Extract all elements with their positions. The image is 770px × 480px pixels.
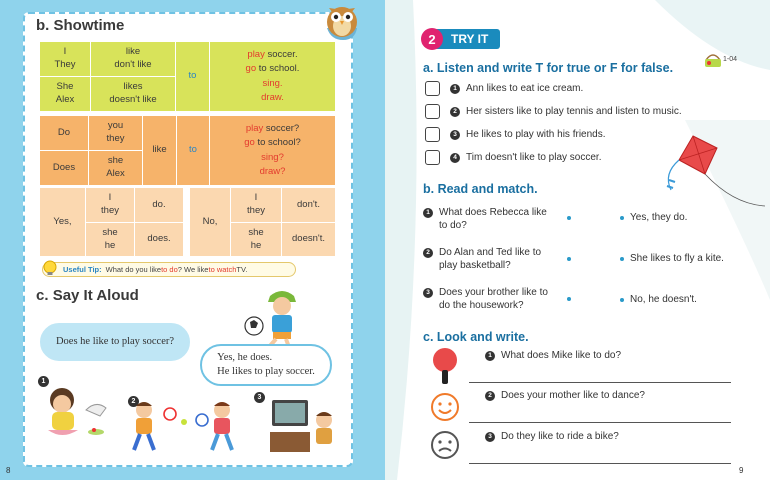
- match-question-1: 1 What does Rebecca like to do?: [423, 206, 563, 232]
- owl-icon: [323, 0, 361, 42]
- try-it-header: [421, 27, 500, 51]
- kite-illustration: [653, 134, 770, 220]
- true-false-item-3: 3 He likes to play with his friends.: [425, 127, 606, 142]
- match-question-3: 3 Does your brother like to do the housework?: [423, 286, 563, 312]
- match-answer-2: She likes to fly a kite.: [620, 253, 724, 264]
- table-cell-does-short: does.: [135, 223, 183, 256]
- girl-eating-illustration: [40, 384, 120, 442]
- table-cell-like: like: [143, 116, 176, 185]
- table-cell-activities-2: play soccer? go to school? sing? draw?: [210, 116, 335, 185]
- write-question-2: 2 Does your mother like to dance?: [485, 390, 645, 401]
- speech-bubble-answer: Yes, he does. He likes to play soccer.: [200, 344, 332, 386]
- table-cell-do: Do: [40, 116, 88, 150]
- match-dot-a2[interactable]: [620, 257, 624, 261]
- happy-face-icon: [430, 392, 460, 422]
- table-cell-subjects-1: I They: [40, 42, 90, 76]
- table-cell-do-short: do.: [135, 188, 183, 222]
- match-dot-q2[interactable]: [567, 257, 571, 261]
- soccer-boy-illustration: [240, 286, 305, 352]
- showtime-heading: b. Showtime: [36, 17, 125, 34]
- speech-bubble-question: Does he like to play soccer?: [40, 323, 190, 361]
- answer-box-1[interactable]: [425, 81, 440, 96]
- table-cell-no-i-they: I they: [231, 188, 281, 222]
- table-cell-yes: Yes,: [40, 188, 85, 256]
- match-answer-1: Yes, they do.: [620, 212, 687, 223]
- page-number-left: 8: [6, 466, 11, 475]
- match-dot-a3[interactable]: [620, 298, 624, 302]
- table-cell-no: No,: [190, 188, 230, 256]
- section-a-title: a. Listen and write T for true or F for false.: [423, 61, 674, 75]
- try-it-number: 2: [421, 28, 443, 50]
- sad-face-icon: [430, 430, 460, 460]
- try-it-label: TRY IT: [435, 29, 500, 49]
- table-cell-she-alex: she Alex: [89, 151, 142, 185]
- kids-tennis-illustration: [122, 398, 246, 458]
- boy-watching-tv-illustration: [266, 396, 338, 456]
- table-cell-yes-i-they: I they: [86, 188, 134, 222]
- match-dot-q3[interactable]: [567, 297, 571, 301]
- picture-number-1: 1: [38, 376, 49, 387]
- table-cell-activities-1: play soccer. go to school. sing. draw.: [210, 42, 335, 111]
- track-number: 1-04: [723, 56, 738, 63]
- true-false-item-2: 2 Her sisters like to play tennis and listen to music.: [425, 104, 682, 119]
- table-cell-to-1: to: [176, 42, 209, 111]
- true-false-item-4: 4 Tim doesn't like to play soccer.: [425, 150, 601, 165]
- table-cell-verbs-1: like don't like: [91, 42, 175, 76]
- table-cell-subjects-2: She Alex: [40, 77, 90, 111]
- table-cell-dont: don't.: [282, 188, 335, 222]
- page-number-right: 9: [739, 466, 744, 475]
- write-question-1: 1 What does Mike like to do?: [485, 350, 621, 361]
- write-question-3: 3 Do they like to ride a bike?: [485, 431, 619, 442]
- useful-tip: Useful Tip: What do you like to do ? We like to watch TV.: [42, 262, 296, 277]
- say-it-aloud-heading: c. Say It Aloud: [36, 287, 139, 304]
- picture-number-2: 2: [128, 396, 139, 407]
- write-line-3[interactable]: [469, 463, 731, 464]
- section-b-title: b. Read and match.: [423, 182, 538, 196]
- write-line-2[interactable]: [469, 422, 731, 423]
- lightbulb-icon: [41, 259, 59, 277]
- section-c-title: c. Look and write.: [423, 330, 529, 344]
- answer-box-3[interactable]: [425, 127, 440, 142]
- audio-track-icon: [703, 52, 723, 68]
- answer-box-4[interactable]: [425, 150, 440, 165]
- table-cell-verbs-2: likes doesn't like: [91, 77, 175, 111]
- match-dot-a1[interactable]: [620, 216, 624, 220]
- table-cell-doesnt: doesn't.: [282, 223, 335, 256]
- table-cell-to-2: to: [177, 116, 209, 185]
- table-cell-no-she-he: she he: [231, 223, 281, 256]
- match-question-2: 2 Do Alan and Ted like to play basketball?: [423, 246, 563, 272]
- picture-number-3: 3: [254, 392, 265, 403]
- answer-box-2[interactable]: [425, 104, 440, 119]
- right-page: [385, 0, 770, 480]
- match-answer-3: No, he doesn't.: [620, 294, 697, 305]
- table-cell-yes-she-he: she he: [86, 223, 134, 256]
- true-false-item-1: 1 Ann likes to eat ice cream.: [425, 81, 583, 96]
- ping-pong-paddle-icon: [429, 346, 463, 386]
- table-cell-you-they: you they: [89, 116, 142, 150]
- match-dot-q1[interactable]: [567, 216, 571, 220]
- table-cell-does: Does: [40, 151, 88, 185]
- write-line-1[interactable]: [469, 382, 731, 383]
